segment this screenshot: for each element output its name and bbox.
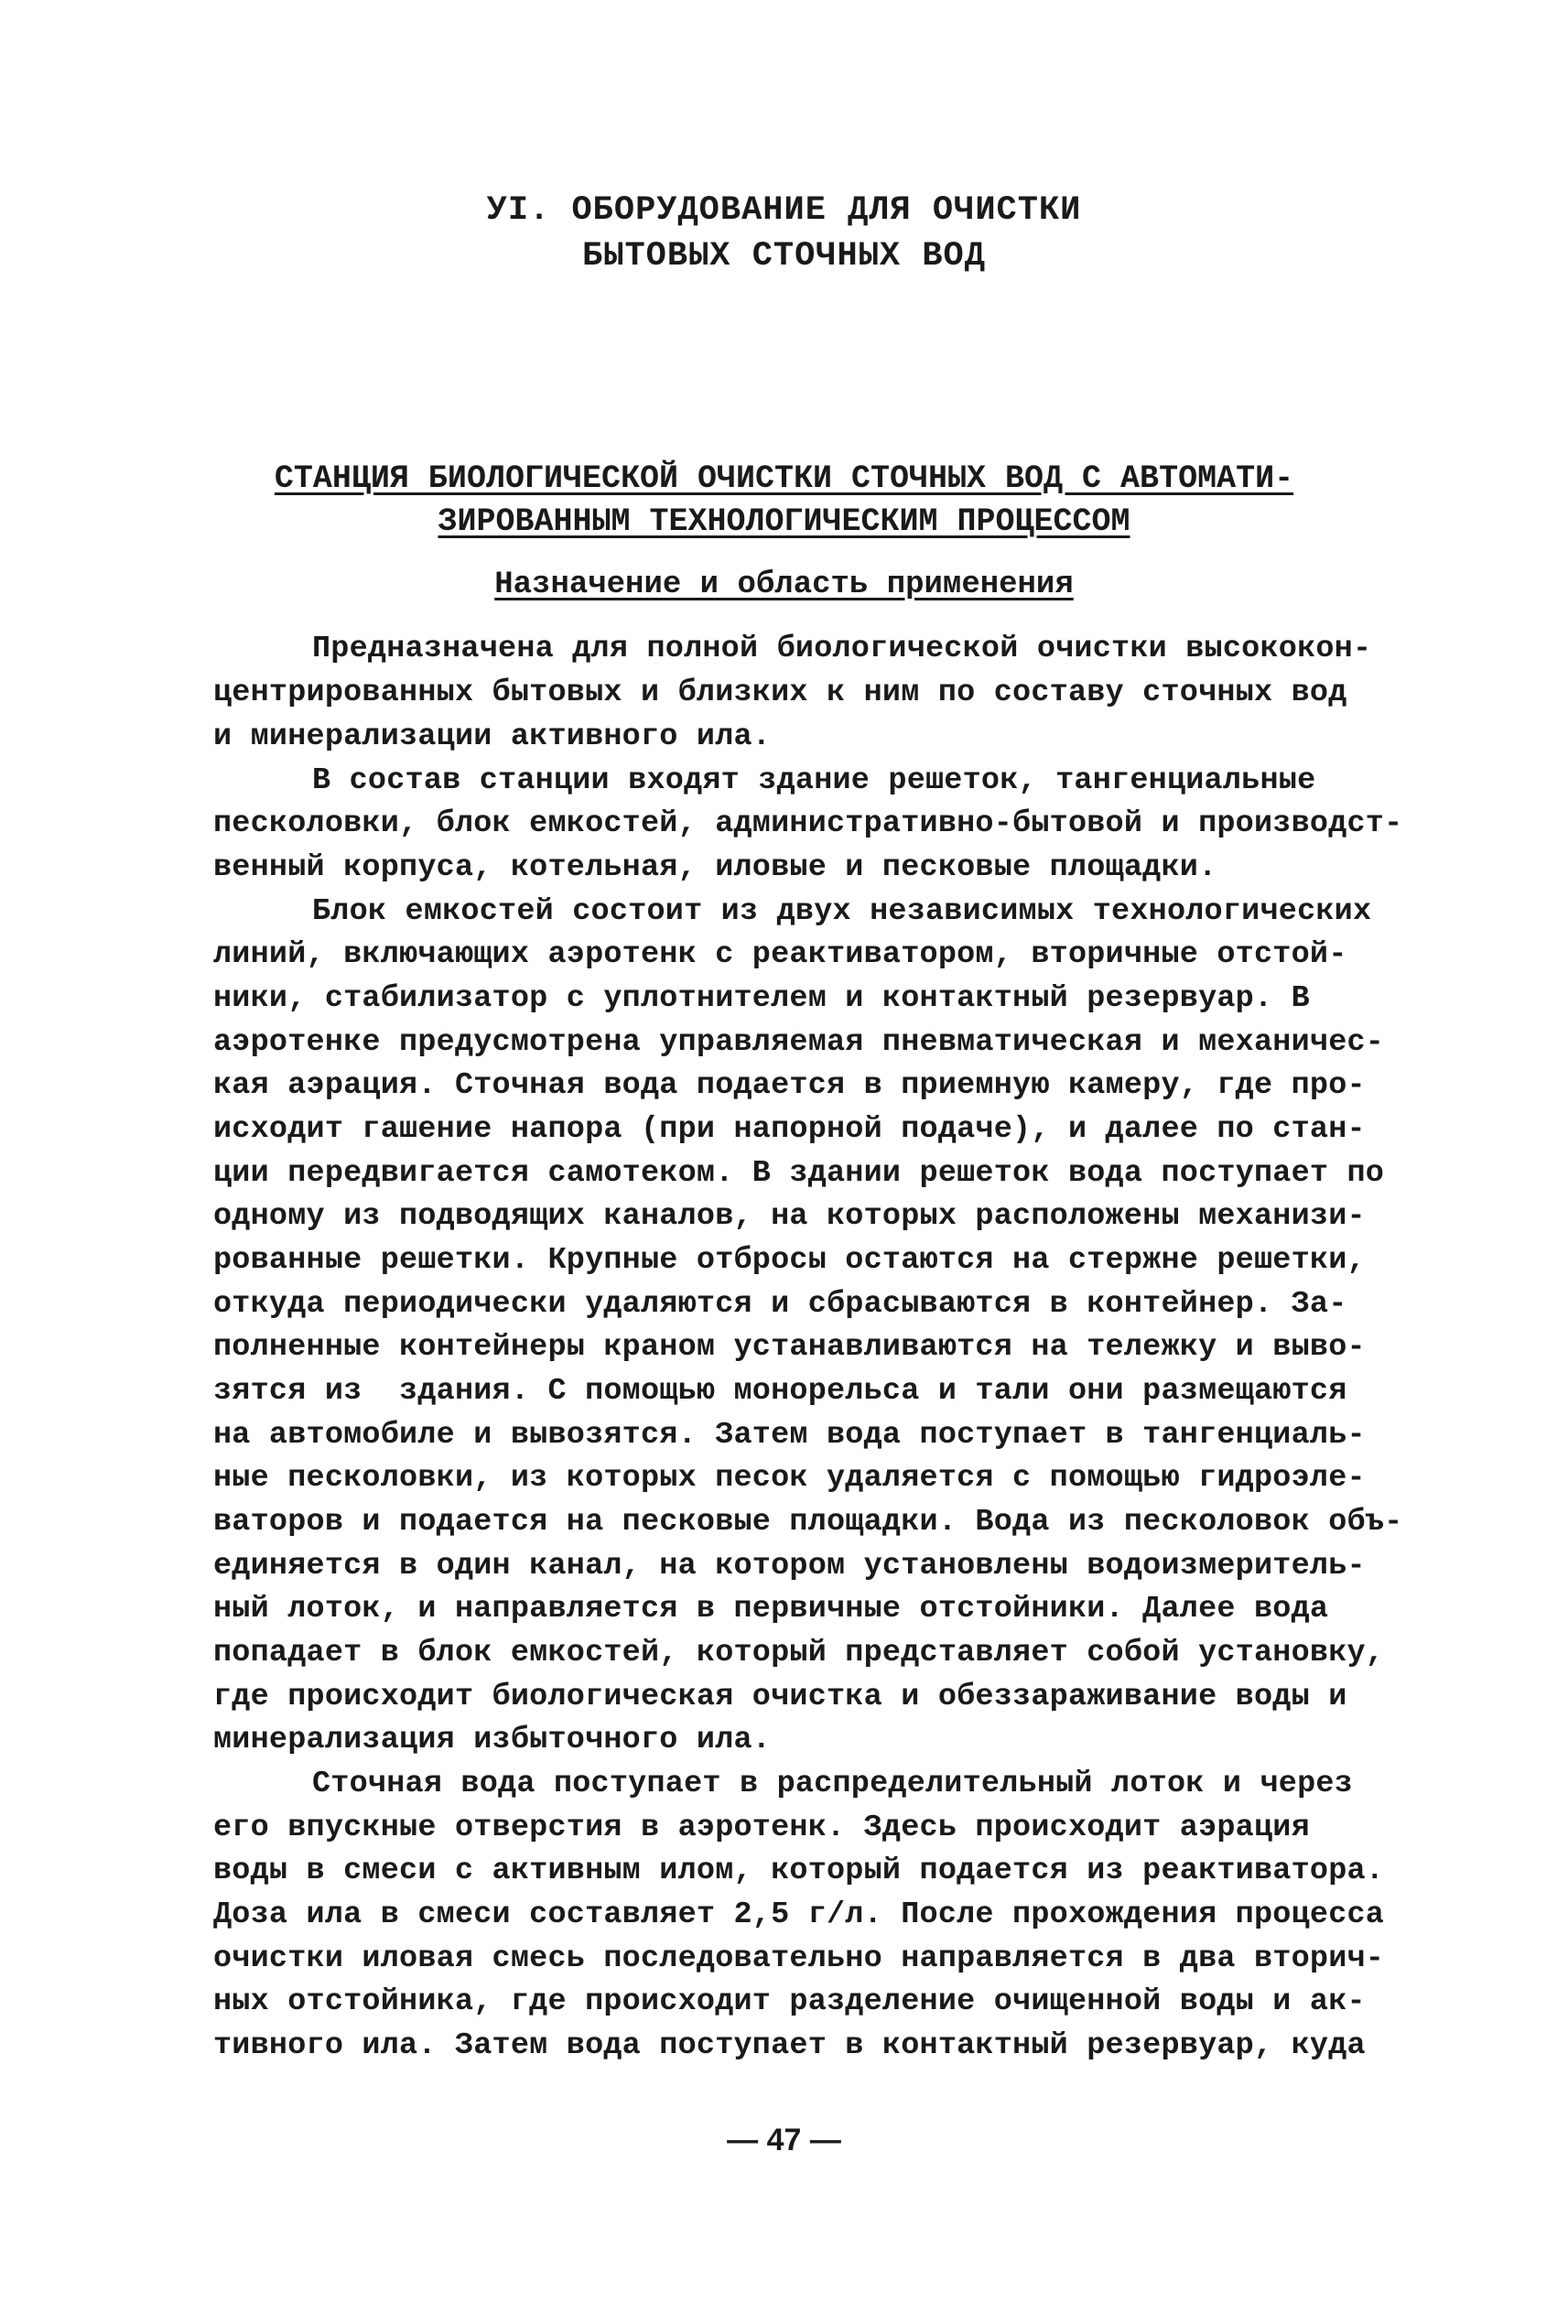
body-line: ваторов и подается на песковые площадки. Вода из песколовок объ- <box>213 1505 1403 1540</box>
body-line: Сточная вода поступает в распределительный лоток и через <box>312 1767 1353 1801</box>
body-line: кая аэрация. Сточная вода подается в приемную камеру, где про- <box>213 1068 1366 1103</box>
body-line: ники, стабилизатор с уплотнителем и контактный резервуар. В <box>213 981 1310 1016</box>
body-line: Блок емкостей состоит из двух независимых технологических <box>312 894 1372 929</box>
chapter-title-line-2: БЫТОВЫХ СТОЧНЫХ ВОД <box>582 237 986 276</box>
body-line: его впускные отверстия в аэротенк. Здесь происходит аэрация <box>213 1811 1310 1845</box>
body-line: и минерализации активного ила. <box>213 719 772 754</box>
body-line: одному из подводящих каналов, на которых расположены механизи- <box>213 1199 1366 1234</box>
body-line: аэротенке предусмотрена управляемая пневматическая и механичес- <box>213 1025 1385 1060</box>
body-line: исходит гашение напора (при напорной подаче), и далее по стан- <box>213 1112 1366 1147</box>
body-line: где происходит биологическая очистка и обеззараживание воды и <box>213 1680 1347 1714</box>
body-line: полненные контейнеры краном устанавливаются на тележку и выво- <box>213 1330 1366 1365</box>
chapter-title-line-1: УI. ОБОРУДОВАНИЕ ДЛЯ ОЧИСТКИ <box>486 191 1082 230</box>
body-line: воды в смеси с активным илом, который подается из реактиватора. <box>213 1854 1385 1888</box>
subsection-title-text: Назначение и область применения <box>494 567 1074 602</box>
body-line: Предназначена для полной биологической очистки высококон- <box>312 632 1372 666</box>
page-number: — 47 — <box>727 2123 841 2157</box>
body-line: попадает в блок емкостей, который представляет собой установку, <box>213 1636 1385 1670</box>
section-title-line-1 <box>0 456 1568 502</box>
body-line: очистки иловая смесь последовательно направляется в два вторич- <box>213 1941 1385 1976</box>
section-title-text-2: ЗИРОВАННЫМ ТЕХНОЛОГИЧЕСКИМ ПРОЦЕССОМ <box>438 503 1130 540</box>
body-line: ный лоток, и направляется в первичные отстойники. Далее вода <box>213 1592 1329 1627</box>
body-line: минерализация избыточного ила. <box>213 1723 772 1757</box>
body-line: единяется в один канал, на котором установлены водоизмеритель- <box>213 1549 1366 1584</box>
section-title-text-1: СТАНЦИЯ БИОЛОГИЧЕСКОЙ ОЧИСТКИ СТОЧНЫХ ВОД С АВТОМАТИ- <box>274 460 1294 497</box>
body-line: зятся из здания. С помощью монорельса и тали они размещаются <box>213 1374 1347 1409</box>
section-title-line-2 <box>0 499 1568 545</box>
body-line: ции передвигается самотеком. В здании решеток вода поступает по <box>213 1156 1385 1191</box>
body-line: ных отстойника, где происходит разделение очищенной воды и ак- <box>213 1984 1366 2019</box>
body-line: В состав станции входят здание решеток, тангенциальные <box>312 763 1316 798</box>
body-line: ные песколовки, из которых песок удаляется с помощью гидроэле- <box>213 1461 1366 1496</box>
body-line: венный корпуса, котельная, иловые и песковые площадки. <box>213 850 1217 885</box>
body-line: линий, включающих аэротенк с реактиватором, вторичные отстой- <box>213 937 1347 972</box>
body-line: тивного ила. Затем вода поступает в контактный резервуар, куда <box>213 2028 1366 2063</box>
body-line: рованные решетки. Крупные отбросы остаются на стержне решетки, <box>213 1243 1366 1278</box>
subsection-title <box>0 562 1568 608</box>
body-line: песколовки, блок емкостей, административно-бытовой и производст- <box>213 806 1403 841</box>
body-line: Доза ила в смеси составляет 2,5 г/л. После прохождения процесса <box>213 1897 1385 1932</box>
body-line: на автомобиле и вывозятся. Затем вода поступает в тангенциаль- <box>213 1418 1366 1453</box>
body-line: откуда периодически удаляются и сбрасываются в контейнер. За- <box>213 1287 1347 1322</box>
body-line: центрированных бытовых и близких к ним по составу сточных вод <box>213 676 1347 710</box>
